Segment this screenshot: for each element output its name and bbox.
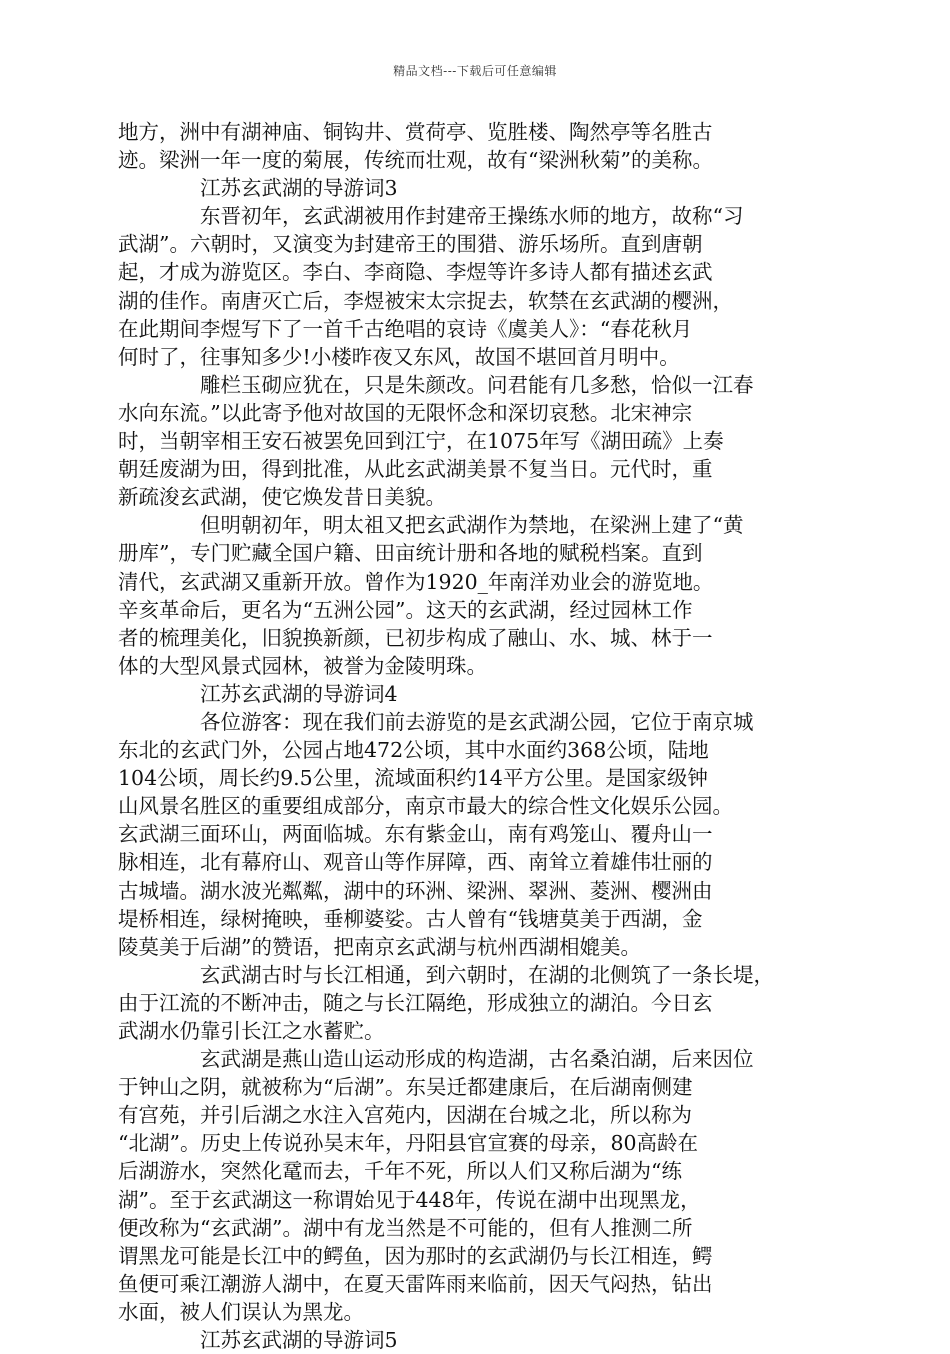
text-line: 在此期间李煜写下了一首千古绝唱的哀诗《虞美人》：“春花秋月 <box>118 316 693 341</box>
text-line: 地方，洲中有湖神庙、铜钩井、赏荷亭、览胜楼、陶然亭等名胜古 <box>118 120 713 144</box>
text-line: 鱼便可乘江潮游人湖中，在夏天雷阵雨来临前，因天气闷热，钻出 <box>118 1271 713 1296</box>
text-line: 便改称为“玄武湖”。湖中有龙当然是不可能的，但有人推测二所 <box>118 1215 693 1240</box>
text-line: 有宫苑，并引后湖之水注入宫苑内，因湖在台城之北，所以称为 <box>118 1103 692 1128</box>
text-line: 江苏玄武湖的导游词4 <box>200 681 398 706</box>
text-line: 江苏玄武湖的导游词3 <box>200 176 398 201</box>
text-line: 册库”，专门贮藏全国户籍、田亩统计册和各地的赋税档案。直到 <box>118 541 703 566</box>
text-line: 水向东流。”以此寄予他对故国的无限怀念和深切哀愁。北宋神宗 <box>118 400 693 425</box>
text-line: 辛亥革命后，更名为“五洲公园”。这天的玄武湖，经过园林工作 <box>118 597 693 622</box>
text-line: 东北的玄武门外，公园占地472公顷，其中水面约368公顷，陆地 <box>118 738 709 763</box>
text-line: 体的大型风景式园林，被誉为金陵明珠。 <box>118 653 487 678</box>
text-line: 雕栏玉砌应犹在，只是朱颜改。问君能有几多愁，恰似一江春 <box>200 372 754 397</box>
text-line: 由于江流的不断冲击，随之与长江隔绝，形成独立的湖泊。今日玄 <box>118 990 713 1015</box>
document-body <box>118 118 830 1354</box>
text-line: 后湖游水，突然化鼋而去，千年不死，所以人们又称后湖为“练 <box>118 1159 682 1184</box>
text-line: 104公顷，周长约9.5公里，流域面积约14平方公里。是国家级钟 <box>118 766 708 791</box>
text-line: 湖的佳作。南唐灭亡后，李煜被宋太宗捉去，软禁在玄武湖的樱洲， <box>118 288 733 313</box>
text-line: 新疏浚玄武湖，使它焕发昔日美貌。 <box>118 485 446 510</box>
text-line: 迹。梁洲一年一度的菊展，传统而壮观，故有“梁洲秋菊”的美称。 <box>118 148 713 173</box>
text-line: 堤桥相连，绿树掩映，垂柳婆娑。古人曾有“钱塘莫美于西湖，金 <box>118 906 703 931</box>
text-line: 古城墙。湖水波光粼粼，湖中的环洲、梁洲、翠洲、菱洲、樱洲由 <box>118 878 713 903</box>
text-line: 江苏玄武湖的导游词5 <box>200 1328 398 1353</box>
text-line: 者的梳理美化，旧貌换新颜，已初步构成了融山、水、城、林于一 <box>118 625 713 650</box>
text-line: 谓黑龙可能是长江中的鳄鱼，因为那时的玄武湖仍与长江相连，鳄 <box>118 1243 713 1268</box>
text-line: 朝廷废湖为田，得到批准，从此玄武湖美景不复当日。元代时，重 <box>118 457 713 482</box>
page-header: 精品文档---下载后可任意编辑 <box>393 64 557 78</box>
text-line: 于钟山之阴，就被称为“后湖”。东吴迁都建康后，在后湖南侧建 <box>118 1075 693 1100</box>
text-line: 各位游客：现在我们前去游览的是玄武湖公园，它位于南京城 <box>200 709 754 734</box>
text-line: 陵莫美于后湖”的赞语，把南京玄武湖与杭州西湖相媲美。 <box>118 934 641 959</box>
text-line: “北湖”。历史上传说孙吴末年，丹阳县官宣赛的母亲，80高龄在 <box>118 1131 699 1156</box>
text-line: 山风景名胜区的重要组成部分，南京市最大的综合性文化娱乐公园。 <box>118 794 733 819</box>
text-line: 脉相连，北有幕府山、观音山等作屏障，西、南耸立着雄伟壮丽的 <box>118 850 713 875</box>
text-line: 玄武湖是燕山造山运动形成的构造湖，古名桑泊湖，后来因位 <box>200 1047 754 1072</box>
text-line: 玄武湖三面环山，两面临城。东有紫金山，南有鸡笼山、覆舟山一 <box>118 822 713 847</box>
text-line: 东晋初年，玄武湖被用作封建帝王操练水师的地方，故称“习 <box>200 204 744 229</box>
text-line: 时，当朝宰相王安石被罢免回到江宁，在1075年写《湖田疏》上奏 <box>118 429 724 454</box>
text-line: 武湖水仍靠引长江之水蓄贮。 <box>118 1019 385 1043</box>
text-line: 何时了，往事知多少!小楼昨夜又东风，故国不堪回首月明中。 <box>118 344 680 369</box>
text-line: 武湖”。六朝时，又演变为封建帝王的围猎、游乐场所。直到唐朝 <box>118 232 703 257</box>
text-line: 湖”。至于玄武湖这一称谓始见于448年，传说在湖中出现黑龙， <box>118 1187 701 1212</box>
text-line: 玄武湖古时与长江相通，到六朝时，在湖的北侧筑了一条长堤， <box>200 962 774 987</box>
text-line: 清代，玄武湖又重新开放。曾作为1920_年南洋劝业会的游览地。 <box>118 569 714 594</box>
text-line: 但明朝初年，明太祖又把玄武湖作为禁地，在梁洲上建了“黄 <box>200 513 744 538</box>
text-line: 起，才成为游览区。李白、李商隐、李煜等许多诗人都有描述玄武 <box>118 260 713 285</box>
text-line: 水面，被人们误认为黑龙。 <box>118 1299 364 1324</box>
